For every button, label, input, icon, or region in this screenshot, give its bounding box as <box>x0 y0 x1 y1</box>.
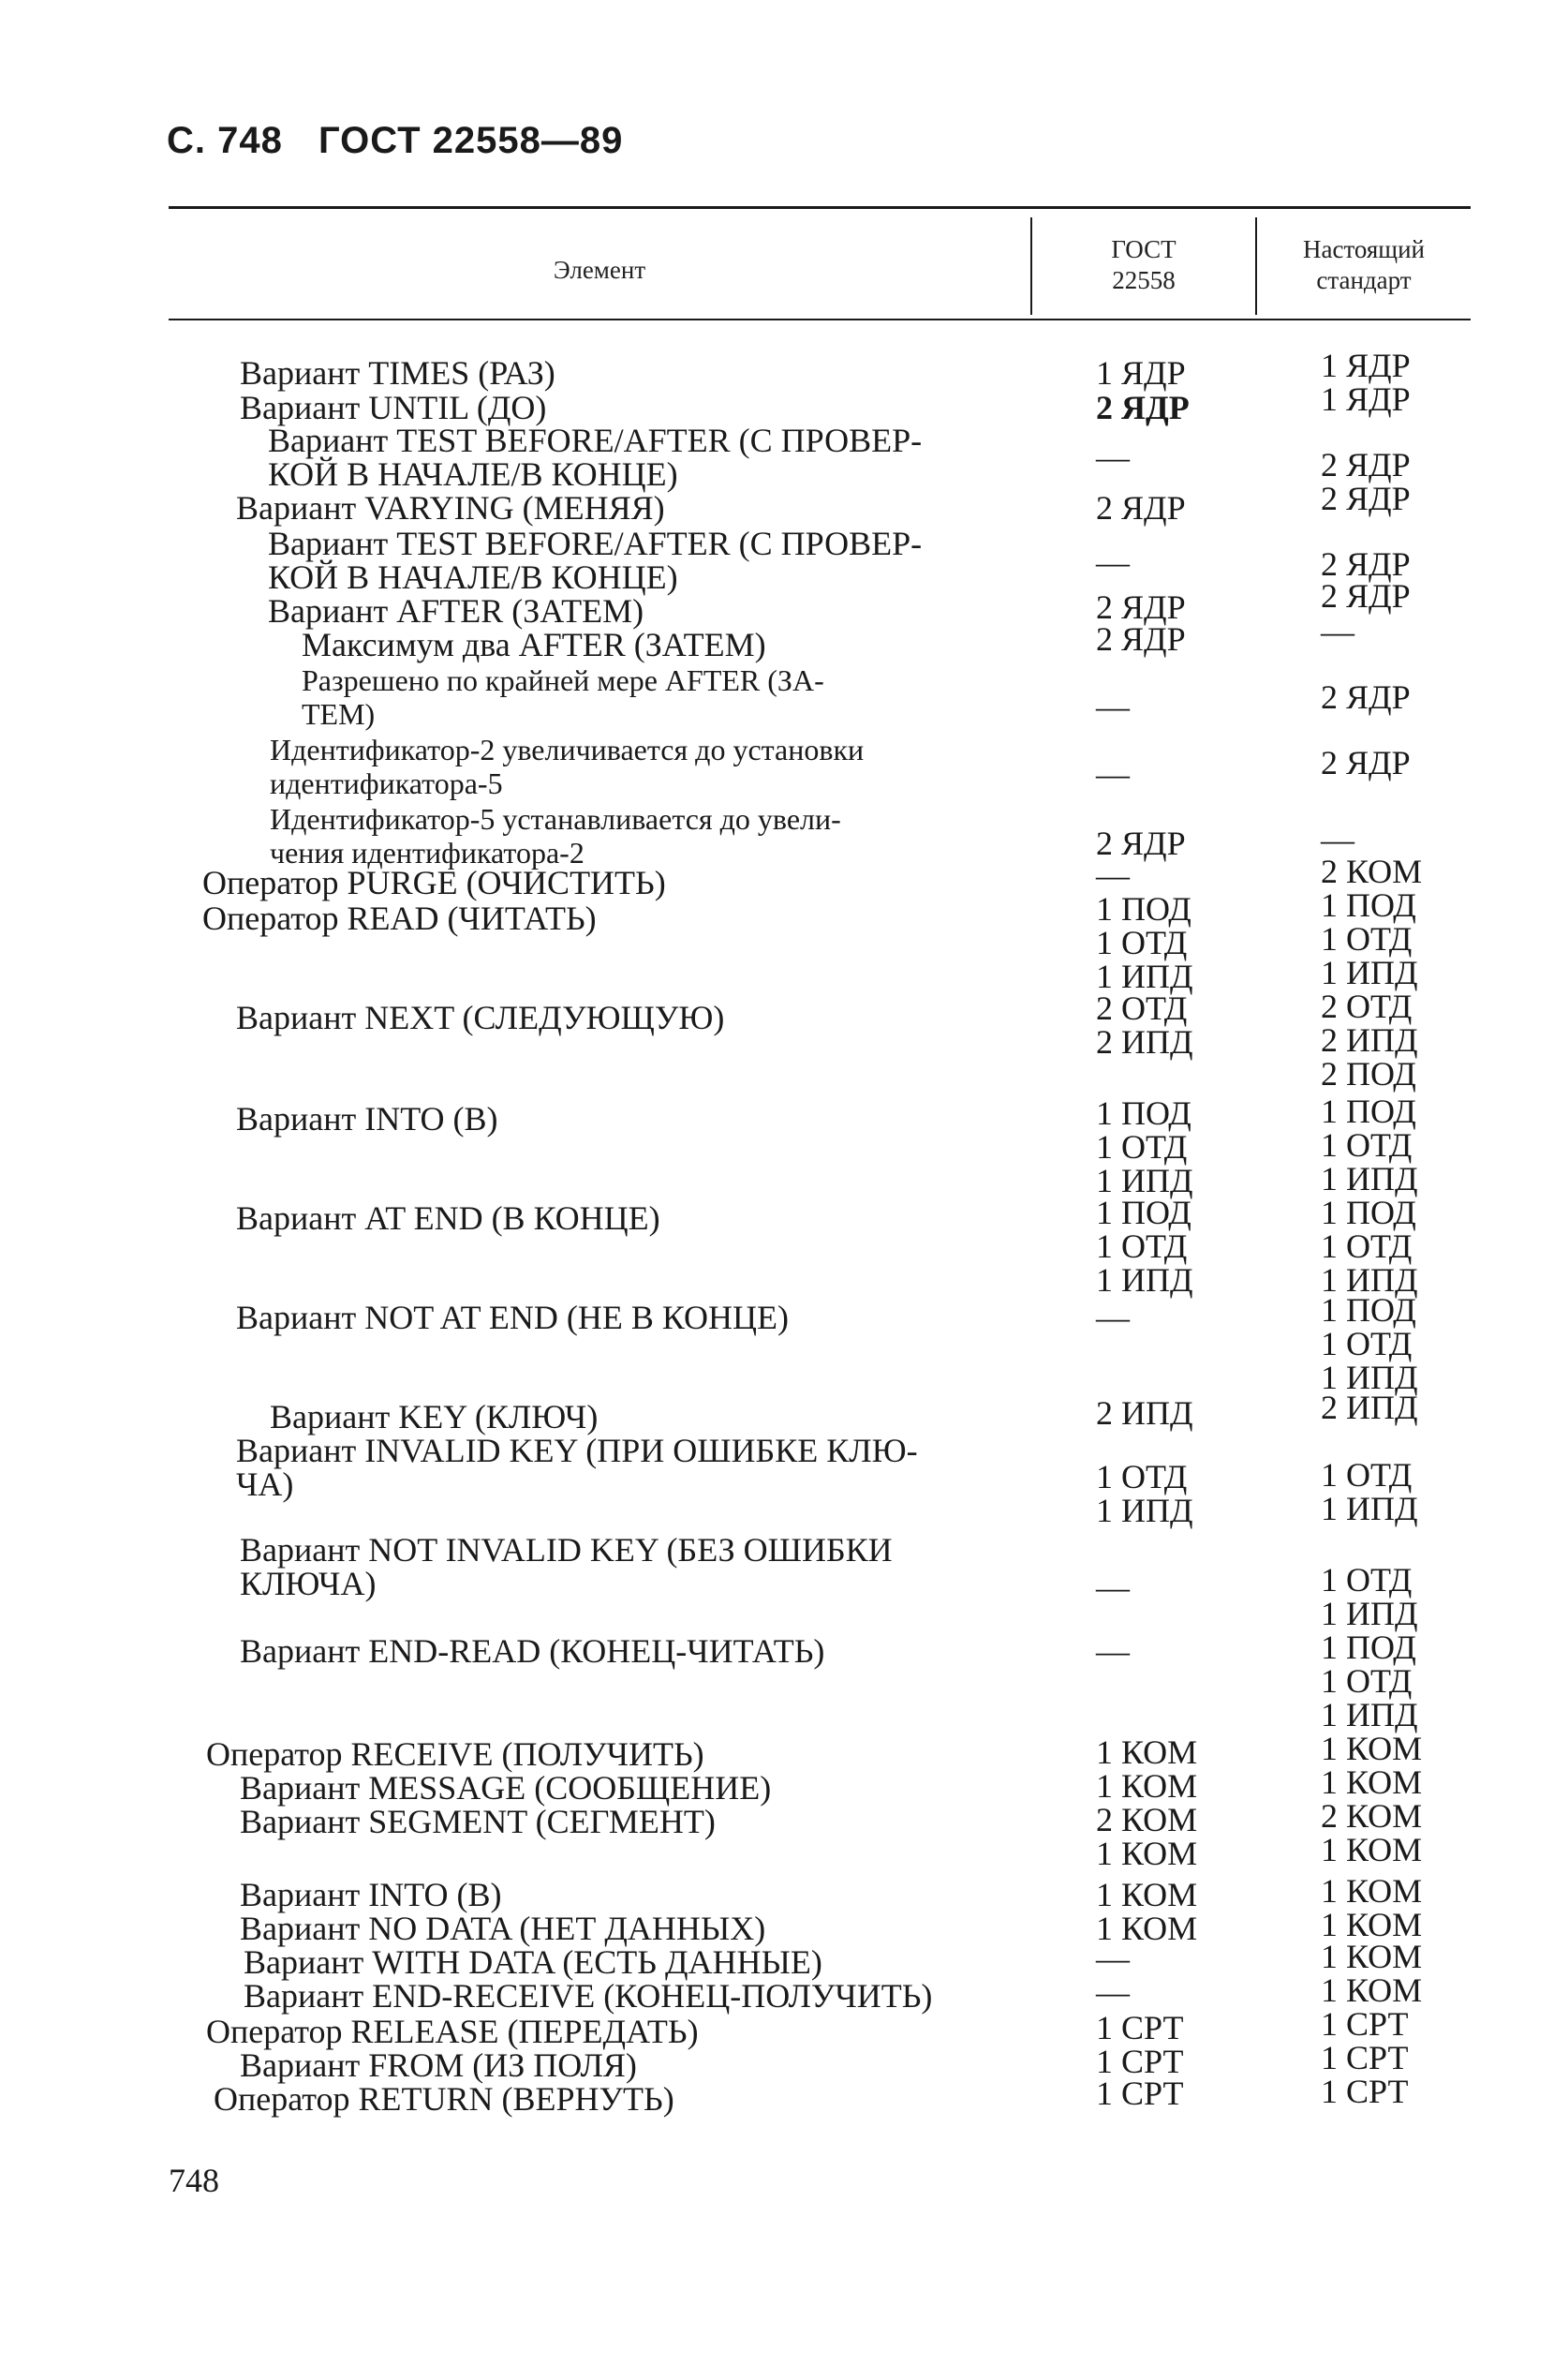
element-cell: Вариант SEGMENT (СЕГМЕНТ) <box>240 1803 716 1840</box>
gost-cell: 2 КОМ 1 КОМ <box>1096 1801 1198 1872</box>
gost-cell: — <box>1096 543 1130 581</box>
element-cell: Вариант INTO (В) <box>236 1100 498 1138</box>
table-top-rule <box>169 206 1471 209</box>
element-cell-continuation: ЧА) <box>236 1465 294 1503</box>
current-cell: — <box>1321 821 1354 858</box>
element-cell: Вариант END-READ (КОНЕЦ-ЧИТАТЬ) <box>240 1632 825 1670</box>
column-header-current: Настоящий стандарт <box>1302 235 1425 294</box>
current-cell: 1 КОМ <box>1321 1971 1423 2009</box>
current-cell: 2 КОМ 1 КОМ <box>1321 1797 1423 1868</box>
current-cell: 1 КОМ <box>1321 1906 1423 1943</box>
current-cell: 2 ЯДР <box>1321 678 1411 716</box>
gost-cell: — <box>1096 1940 1130 1977</box>
element-cell: Вариант TEST BEFORE/AFTER (С ПРОВЕР- <box>268 422 923 459</box>
current-cell: 1 КОМ <box>1321 1763 1423 1801</box>
current-cell: 2 ОТД 2 ИПД 2 ПОД <box>1321 988 1418 1093</box>
element-cell: Вариант FROM (ИЗ ПОЛЯ) <box>240 2046 637 2084</box>
gost-cell: 1 КОМ <box>1096 1733 1198 1771</box>
current-cell: 1 СРТ <box>1321 2039 1409 2076</box>
element-cell: Вариант NO DATA (НЕТ ДАННЫХ) <box>240 1910 766 1947</box>
element-cell-continuation: КЛЮЧА) <box>240 1565 377 1602</box>
current-cell: 2 КОМ <box>1321 853 1423 890</box>
element-cell: Оператор RELEASE (ПЕРЕДАТЬ) <box>206 2013 699 2050</box>
current-cell: 1 КОМ <box>1321 1730 1423 1767</box>
element-cell: Вариант WITH DATA (ЕСТЬ ДАННЫЕ) <box>244 1943 822 1981</box>
element-cell: Вариант MESSAGE (СООБЩЕНИЕ) <box>240 1769 772 1807</box>
current-cell: 1 КОМ <box>1321 1872 1423 1910</box>
element-cell: Вариант NOT AT END (НЕ В КОНЦЕ) <box>236 1299 789 1336</box>
gost-cell: 2 ЯДР <box>1096 588 1186 626</box>
element-cell: Вариант TIMES (РАЗ) <box>240 354 555 392</box>
current-cell: 1 ЯДР <box>1321 380 1411 418</box>
column-header-element: Элемент <box>553 256 646 284</box>
gost-cell: 2 ЯДР <box>1096 620 1186 658</box>
element-cell: Вариант INVALID KEY (ПРИ ОШИБКЕ КЛЮ- <box>236 1432 918 1469</box>
current-cell: 2 ЯДР <box>1321 577 1411 615</box>
gost-cell: 1 КОМ <box>1096 1910 1198 1947</box>
element-cell: Вариант UNTIL (ДО) <box>240 389 547 426</box>
current-cell: 2 ЯДР <box>1321 480 1411 517</box>
table-header-rule <box>169 319 1471 320</box>
gost-cell: 2 ИПД <box>1096 1394 1193 1432</box>
current-cell: 2 ЯДР <box>1321 545 1411 583</box>
element-cell: Вариант AT END (В КОНЦЕ) <box>236 1199 660 1237</box>
gost-cell: — <box>1096 1973 1130 2011</box>
element-cell: Вариант VARYING (МЕНЯЯ) <box>236 489 665 527</box>
current-cell: 1 СРТ <box>1321 2005 1409 2043</box>
element-cell: Максимум два AFTER (ЗАТЕМ) <box>302 626 766 663</box>
standard-name: ГОСТ 22558—89 <box>318 120 624 161</box>
gost-cell: 1 ПОД 1 ОТД 1 ИПД <box>1096 1194 1193 1299</box>
gost-cell: 1 СРТ <box>1096 2075 1184 2112</box>
current-cell: 1 ОТД 1 ИПД <box>1321 1456 1418 1527</box>
element-cell-continuation: КОЙ В НАЧАЛЕ/В КОНЦЕ) <box>268 455 678 493</box>
element-cell: Идентификатор-5 устанавливается до увели- <box>270 802 841 836</box>
element-cell: Вариант KEY (КЛЮЧ) <box>270 1398 599 1435</box>
page-label: С. 748 <box>167 120 283 161</box>
element-cell: Вариант AFTER (ЗАТЕМ) <box>268 592 644 630</box>
element-cell-continuation: идентификатора-5 <box>270 766 503 800</box>
element-cell: Оператор PURGE (ОЧИСТИТЬ) <box>202 864 666 901</box>
element-cell: Вариант TEST BEFORE/AFTER (С ПРОВЕР- <box>268 525 923 562</box>
gost-cell: 2 ЯДР <box>1096 825 1186 862</box>
element-cell: Вариант INTO (В) <box>240 1876 502 1913</box>
gost-cell: — <box>1096 1632 1130 1670</box>
element-cell: Оператор READ (ЧИТАТЬ) <box>202 900 597 937</box>
gost-cell: — <box>1096 1299 1130 1336</box>
element-cell-continuation: чения идентификатора-2 <box>270 836 585 870</box>
element-cell: Оператор RECEIVE (ПОЛУЧИТЬ) <box>206 1735 704 1773</box>
page-number: 748 <box>169 2162 219 2199</box>
gost-cell: 1 СРТ <box>1096 2009 1184 2046</box>
gost-cell: 1 ПОД 1 ОТД 1 ИПД <box>1096 890 1193 995</box>
element-cell: Вариант END-RECEIVE (КОНЕЦ-ПОЛУЧИТЬ) <box>244 1977 933 2015</box>
page-header <box>167 120 647 162</box>
current-cell: — <box>1321 613 1354 650</box>
current-cell: 1 ПОД 1 ОТД 1 ИПД <box>1321 1291 1418 1396</box>
current-cell: 2 ЯДР <box>1321 744 1411 781</box>
current-cell: 1 КОМ <box>1321 1938 1423 1975</box>
element-cell: Вариант NOT INVALID KEY (БЕЗ ОШИБКИ <box>240 1531 893 1569</box>
gost-cell: 1 ОТД 1 ИПД <box>1096 1458 1193 1529</box>
current-cell: 1 ПОД 1 ОТД 1 ИПД <box>1321 1093 1418 1197</box>
current-cell: 1 ПОД 1 ОТД 1 ИПД <box>1321 1629 1418 1733</box>
element-cell: Идентификатор-2 увеличивается до установки <box>270 733 865 766</box>
current-cell: 1 ЯДР <box>1321 347 1411 384</box>
gost-cell: 1 ЯДР <box>1096 354 1186 392</box>
current-cell: 1 СРТ <box>1321 2073 1409 2110</box>
current-cell: 2 ИПД <box>1321 1389 1418 1426</box>
current-cell: 2 ЯДР <box>1321 446 1411 483</box>
gost-cell: 1 ПОД 1 ОТД 1 ИПД <box>1096 1094 1193 1199</box>
element-cell-continuation: КОЙ В НАЧАЛЕ/В КОНЦЕ) <box>268 558 678 596</box>
column-header-gost: ГОСТ 22558 <box>1111 235 1177 294</box>
gost-cell: — <box>1096 856 1130 894</box>
current-cell: 1 ПОД 1 ОТД 1 ИПД <box>1321 886 1418 991</box>
gost-cell: 2 ЯДР <box>1096 389 1190 426</box>
gost-cell: — <box>1096 1569 1130 1606</box>
gost-cell: 2 ОТД 2 ИПД <box>1096 989 1193 1061</box>
element-cell-continuation: ТЕМ) <box>302 697 376 731</box>
gost-cell: 2 ЯДР <box>1096 489 1186 527</box>
gost-cell: 1 КОМ <box>1096 1767 1198 1805</box>
gost-cell: 1 КОМ <box>1096 1876 1198 1913</box>
element-cell: Разрешено по крайней мере AFTER (ЗА- <box>302 663 824 697</box>
gost-cell: — <box>1096 688 1130 725</box>
gost-cell: 1 СРТ <box>1096 2043 1184 2080</box>
current-cell: 1 ОТД 1 ИПД <box>1321 1561 1418 1632</box>
element-cell: Оператор RETURN (ВЕРНУТЬ) <box>214 2080 674 2118</box>
element-cell: Вариант NEXT (СЛЕДУЮЩУЮ) <box>236 999 725 1036</box>
current-cell: 1 ПОД 1 ОТД 1 ИПД <box>1321 1194 1418 1299</box>
gost-cell: — <box>1096 755 1130 793</box>
gost-cell: — <box>1096 439 1130 476</box>
